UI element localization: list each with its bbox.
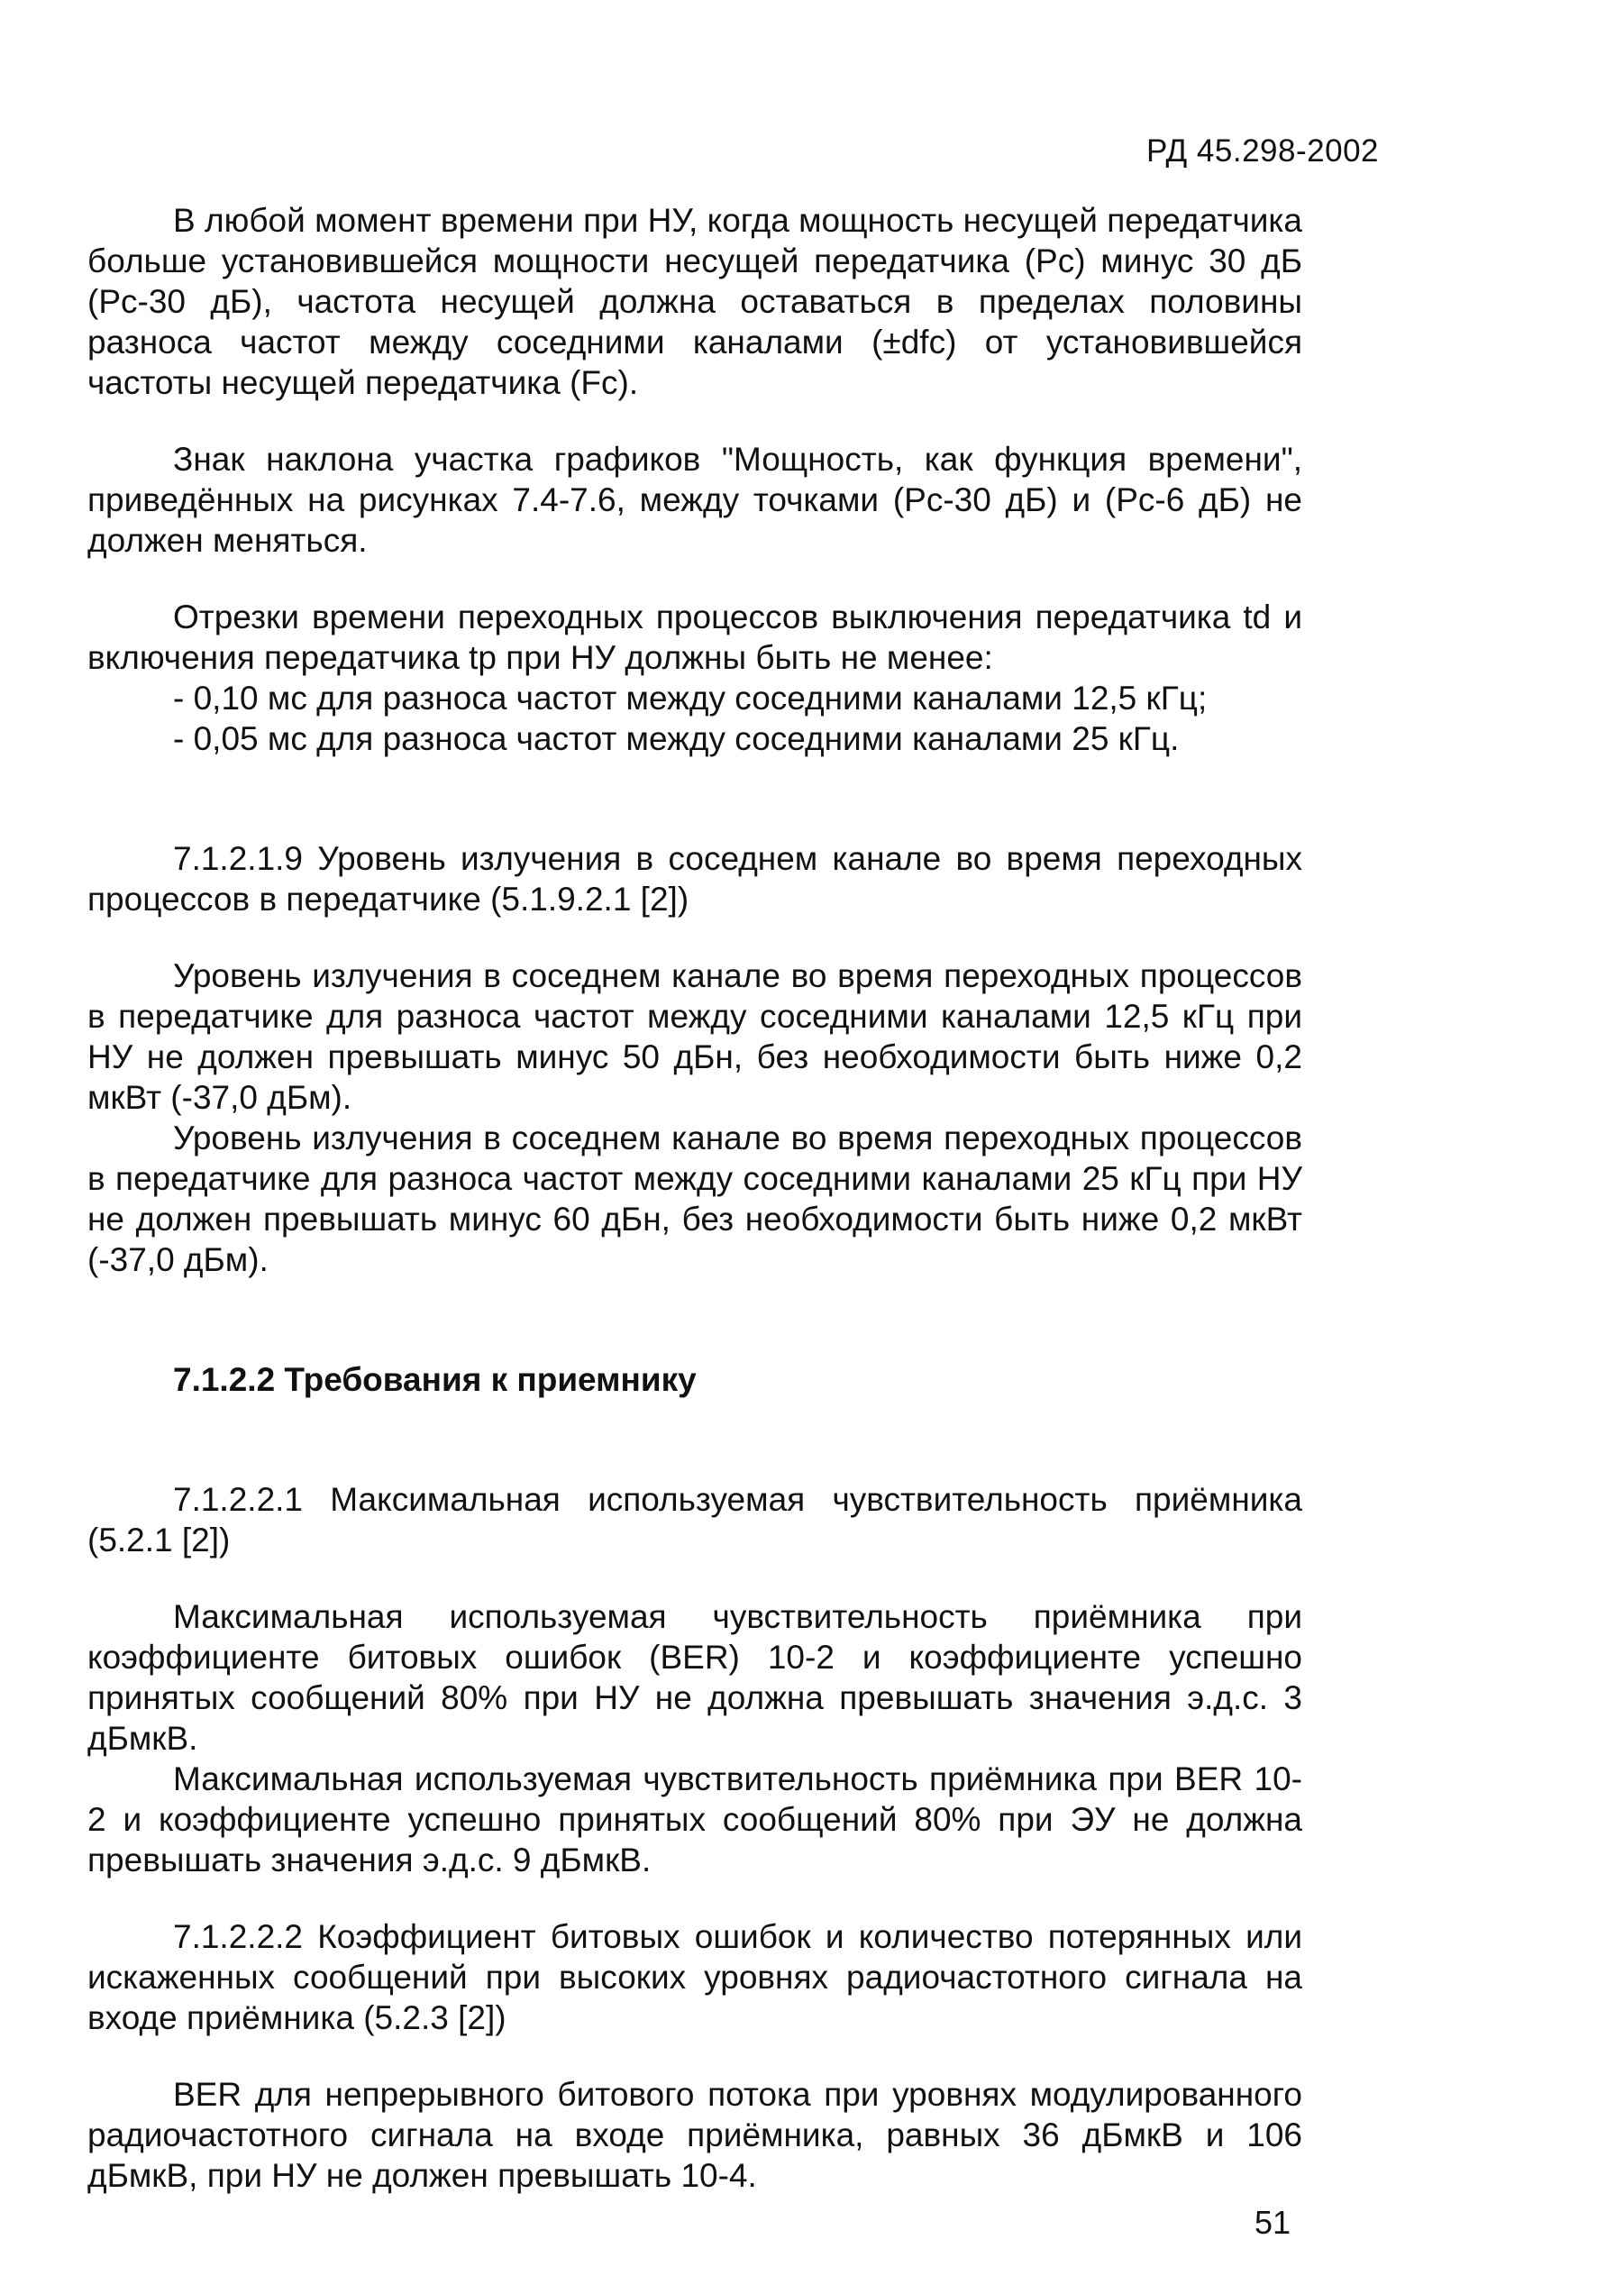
list-item-12-5-khz: - 0,10 мс для разноса частот между соседними каналами 12,5 кГц;	[173, 680, 1208, 717]
list-item-25-khz: - 0,05 мс для разноса частот между соседними каналами 25 кГц.	[173, 720, 1180, 757]
section-7-1-2-2-2: 7.1.2.2.2 Коэффициент битовых ошибок и количество потерянных или искаженных сообщений при высоких уровнях радиочастотного сигнала на входе приёмника (5.2.3 [2])	[87, 1918, 1302, 2036]
paragraph-slope-sign: Знак наклона участка графиков "Мощность, как функция времени", приведённых на рисунках 7.4-7.6, между точками (Pc-30 дБ) и (Pc-6 дБ) не должен меняться.	[87, 441, 1302, 559]
page-number: 51	[1254, 2204, 1291, 2241]
paragraph-frequency-stability: В любой момент времени при НУ, когда мощность несущей передатчика больше установившейся мощности несущей передатчика (Pc) минус 30 дБ (Pc-30 дБ), частота несущей должна оставаться в пределах половины разноса частот между соседними каналами (±dfc) от установившейся частоты несущей передатчика (Fc).	[87, 202, 1302, 401]
section-7-1-2-1-9: 7.1.2.1.9 Уровень излучения в соседнем канале во время переходных процессов в передатчике (5.1.9.2.1 [2])	[87, 840, 1302, 918]
section-heading-receiver: 7.1.2.2 Требования к приемнику	[173, 1361, 697, 1398]
paragraph-sensitivity-eu: Максимальная используемая чувствительность приёмника при BER 10-2 и коэффициенте успешно принятых сообщений 80% при ЭУ не должна превышать значения э.д.с. 9 дБмкВ.	[87, 1760, 1302, 1878]
paragraph-adjacent-12-5: Уровень излучения в соседнем канале во время переходных процессов в передатчике для разноса частот между соседними каналами 12,5 кГц при НУ не должен превышать минус 50 дБн, без необходимости быть ниже 0,2 мкВт (-37,0 дБм).	[87, 957, 1302, 1116]
document-code: РД 45.298-2002	[1146, 133, 1379, 169]
paragraph-adjacent-25: Уровень излучения в соседнем канале во время переходных процессов в передатчике для разноса частот между соседними каналами 25 кГц при НУ не должен превышать минус 60 дБн, без необходимости быть ниже 0,2 мкВт (-37,0 дБм).	[87, 1120, 1302, 1278]
paragraph-transient-times: Отрезки времени переходных процессов выключения передатчика td и включения передатчика tp при НУ должны быть не менее:	[87, 599, 1302, 676]
section-7-1-2-2-1: 7.1.2.2.1 Максимальная используемая чувствительность приёмника (5.2.1 [2])	[87, 1481, 1302, 1558]
paragraph-sensitivity-nu: Максимальная используемая чувствительность приёмника при коэффициенте битовых ошибок (BER) 10-2 и коэффициенте успешно принятых сообщений 80% при НУ не должна превышать значения э.д.с. 3 дБмкВ.	[87, 1598, 1302, 1757]
document-body	[87, 200, 1302, 2196]
paragraph-ber-high-level: BER для непрерывного битового потока при уровнях модулированного радиочастотного сигнала на входе приёмника, равных 36 дБмкВ и 106 дБмкВ, при НУ не должен превышать 10-4.	[87, 2076, 1302, 2194]
